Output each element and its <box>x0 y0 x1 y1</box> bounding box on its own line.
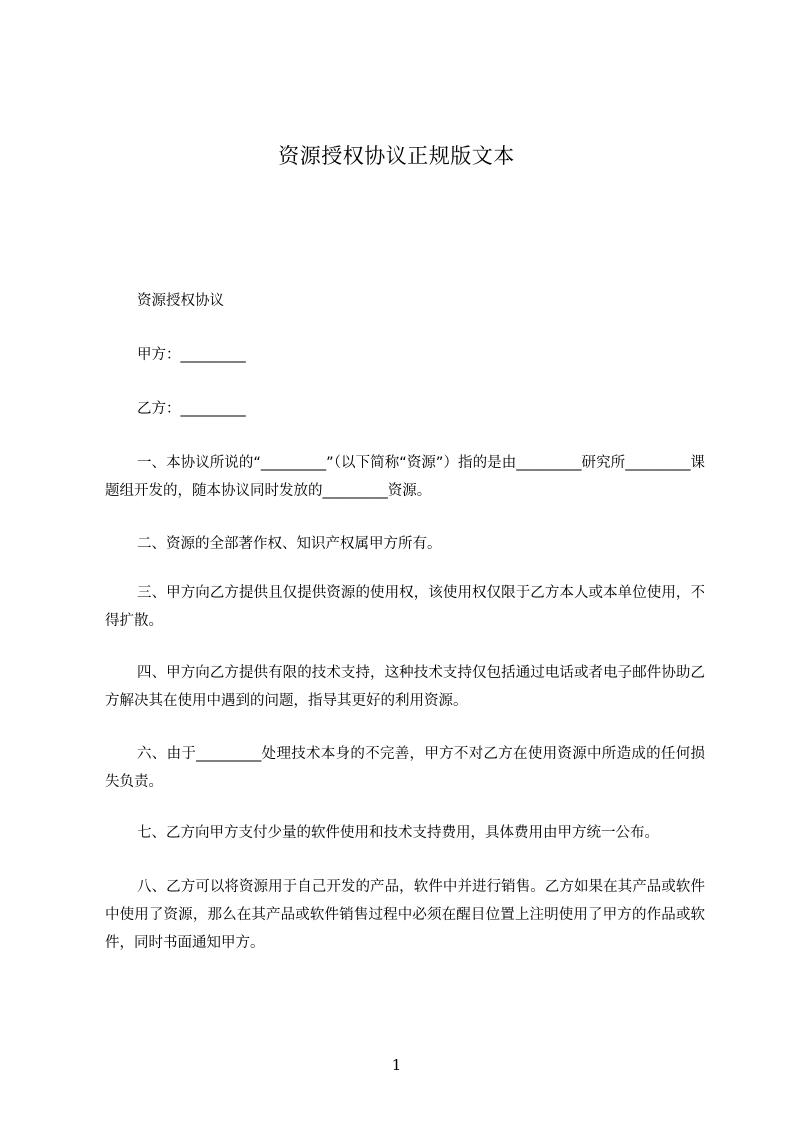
party-a-line: 甲方：_________ <box>137 347 246 363</box>
clause-6: 六、由于_________处理技术本身的不完善，甲方不对乙方在使用资源中所造成的任何损失负责。 <box>105 746 705 790</box>
page-number: 1 <box>391 1056 402 1074</box>
clause-8: 八、乙方可以将资源用于自己开发的产品，软件中并进行销售。乙方如果在其产品或软件中使用了资源，那么在其产品或软件销售过程中必须在醒目位置上注明使用了甲方的作品或软件，同时书面通知甲方。 <box>105 879 705 951</box>
document-title: 资源授权协议正规版文本 <box>278 144 515 168</box>
party-b-line: 乙方：_________ <box>137 401 246 417</box>
clause-1: 一、本协议所说的“_________”（以下简称“资源”）指的是由_________研究所_________课题组开发的，随本协议同时发放的_________资源。 <box>105 455 705 499</box>
agreement-heading: 资源授权协议 <box>137 293 224 309</box>
clause-3: 三、甲方向乙方提供且仅提供资源的使用权，该使用权仅限于乙方本人或本单位使用，不得扩散。 <box>105 585 705 629</box>
clause-2: 二、资源的全部著作权、知识产权属甲方所有。 <box>137 536 442 552</box>
clause-4: 四、甲方向乙方提供有限的技术支持，这种技术支持仅包括通过电话或者电子邮件协助乙方解决其在使用中遇到的问题，指导其更好的利用资源。 <box>105 665 705 709</box>
clause-7: 七、乙方向甲方支付少量的软件使用和技术支持费用，具体费用由甲方统一公布。 <box>137 825 659 841</box>
